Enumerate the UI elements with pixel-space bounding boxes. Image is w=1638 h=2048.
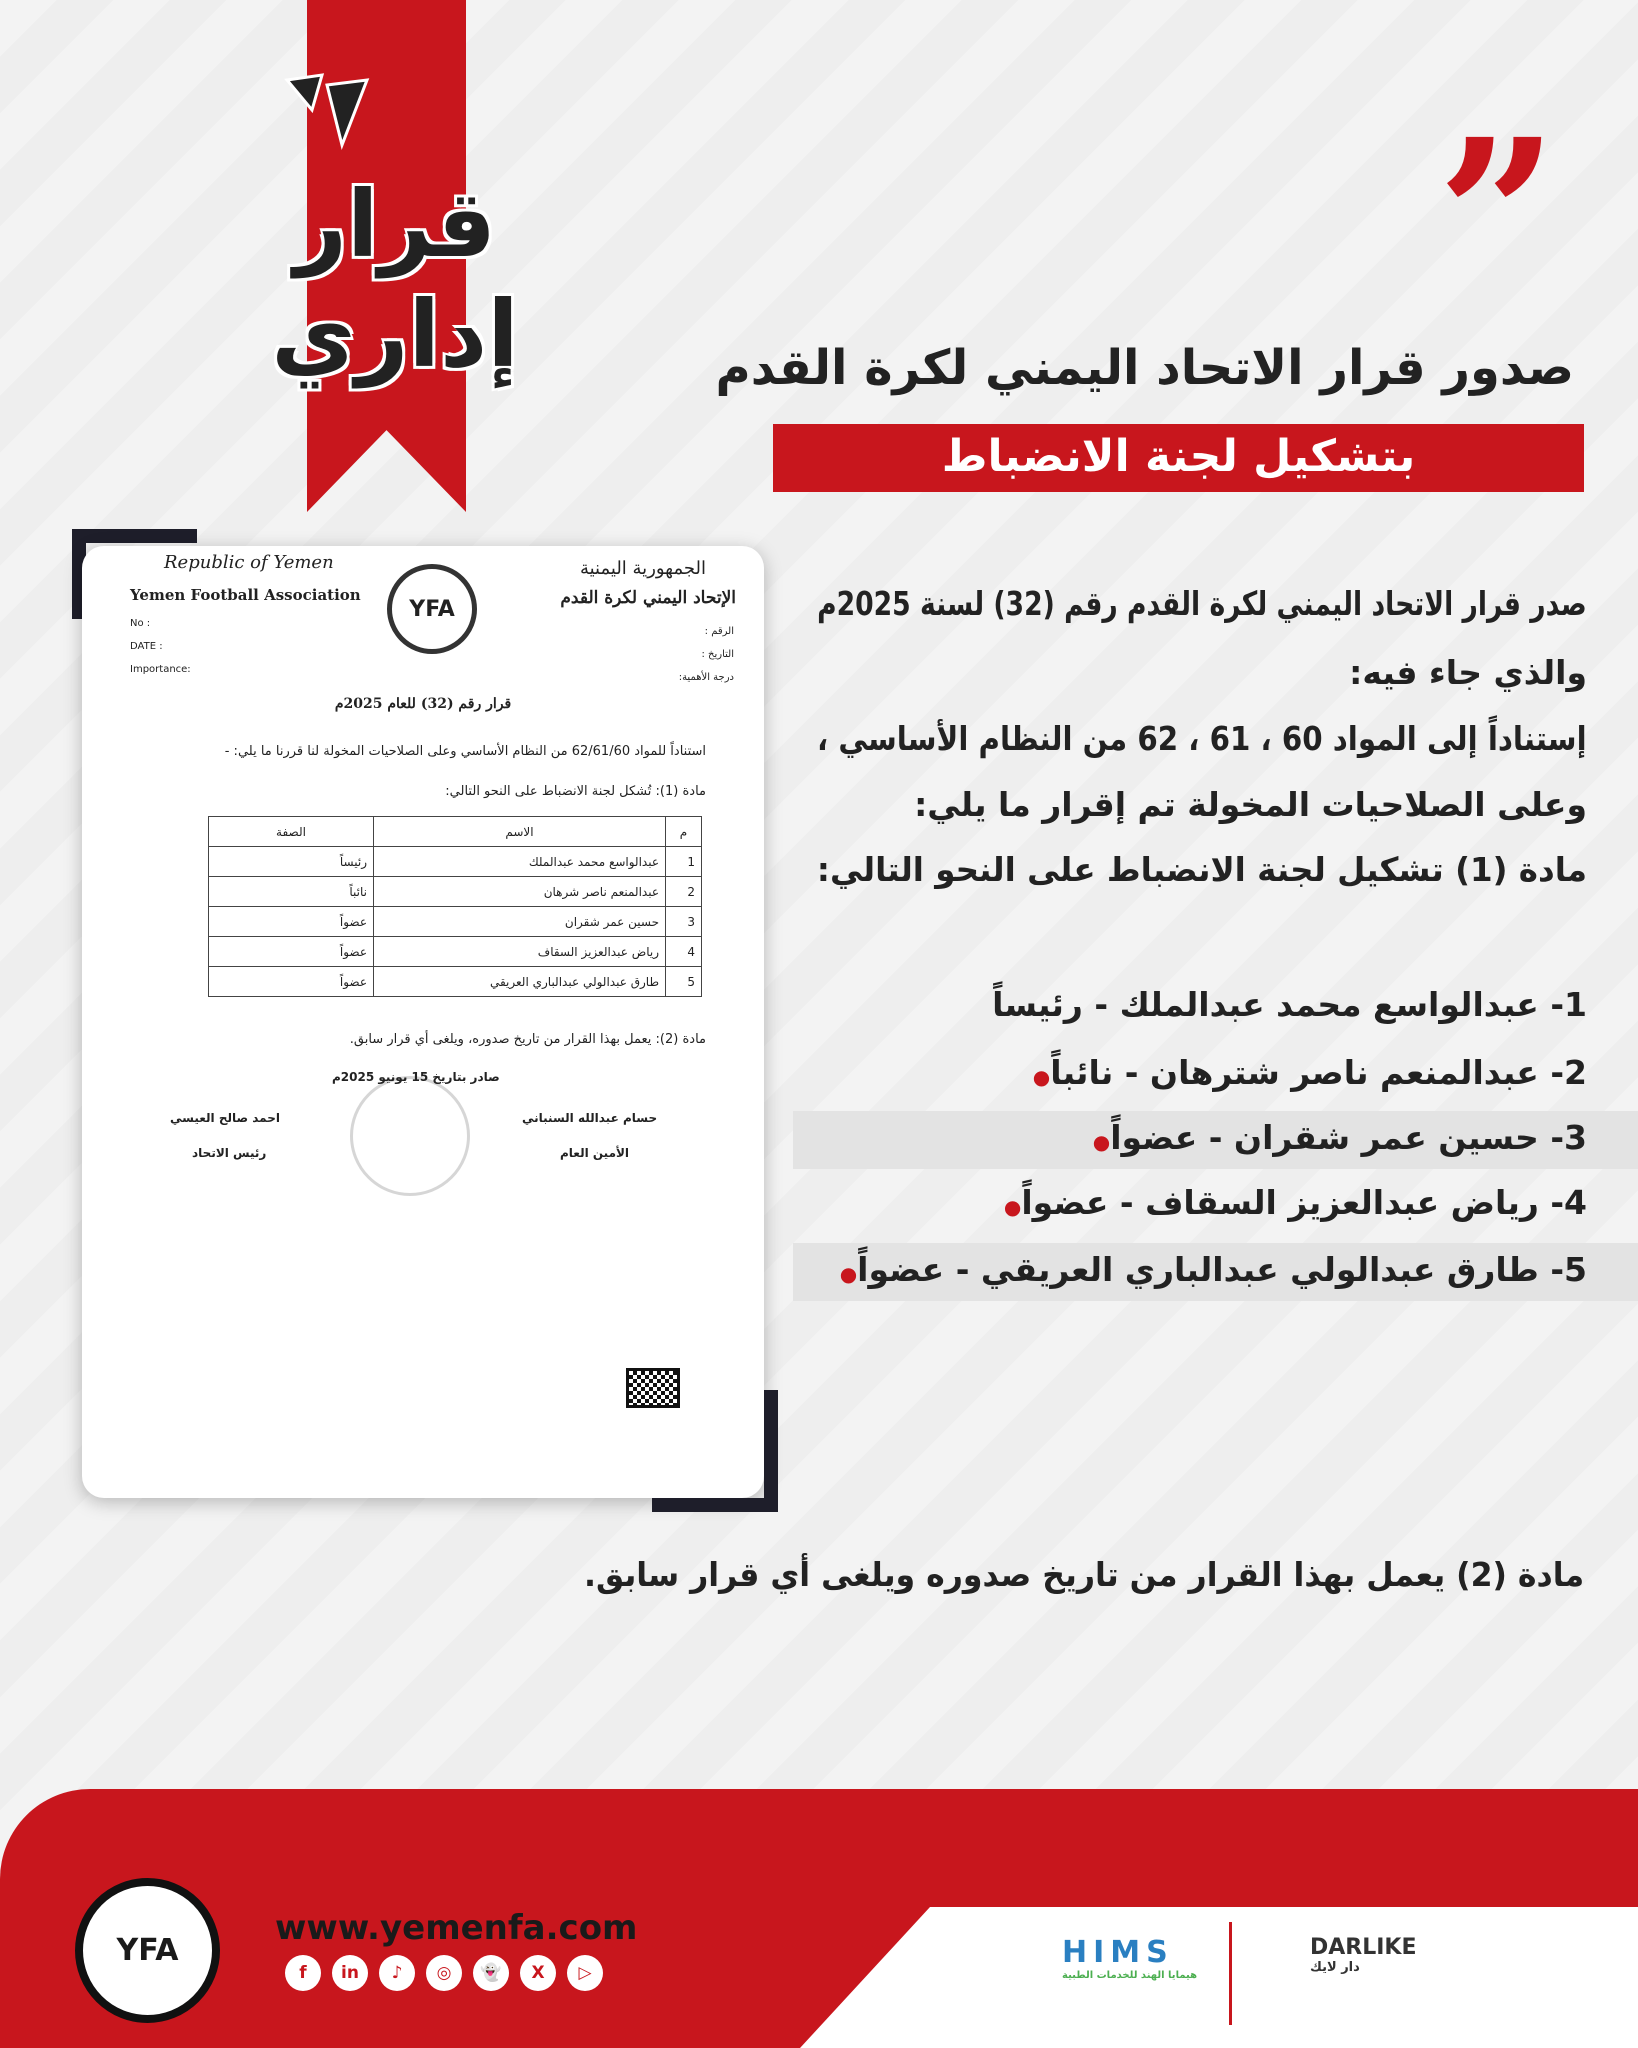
- title-badge: [250, 170, 540, 390]
- member-item: [832, 1250, 1587, 1289]
- body-line: مادة (1) تشكيل لجنة الانضباط على النحو التالي:: [816, 850, 1587, 889]
- bullet-icon: ●: [1003, 1195, 1022, 1219]
- bullet-icon: ●: [1032, 1065, 1051, 1089]
- sponsor2-sub: دار لايك: [1310, 1960, 1360, 1975]
- badge-line1: قرار: [294, 171, 496, 278]
- doc-ar-field: التاريخ :: [701, 649, 734, 660]
- doc-preamble: استناداً للمواد 62/61/60 من النظام الأساسي وعلى الصلاحيات المخولة لنا قررنا ما يلي: -: [224, 744, 706, 759]
- cell: طارق عبدالولي عبدالباري العريقي: [374, 967, 666, 997]
- cell: نائباً: [209, 877, 374, 907]
- sponsor1-name: HIMS: [1062, 1935, 1174, 1970]
- sponsor1-sub: هيمايا الهند للخدمات الطبية: [1062, 1970, 1198, 1981]
- snapchat-icon[interactable]: 👻: [473, 1955, 509, 1991]
- doc-article2: مادة (2): يعمل بهذا القرار من تاريخ صدوره، ويلغى أي قرار سابق.: [349, 1032, 706, 1047]
- yfa-logo: YFA: [387, 564, 477, 654]
- member-item: [1085, 1118, 1587, 1157]
- members-table: [208, 816, 702, 997]
- member-text: 5- طارق عبدالولي عبدالباري العريقي - عضواً: [857, 1250, 1587, 1289]
- table-row: [209, 967, 702, 997]
- body-line: إستناداً إلى المواد 60 ، 61 ، 62 من النظام الأساسي ،: [817, 719, 1587, 758]
- decision-document: [82, 546, 764, 1498]
- facebook-icon[interactable]: f: [285, 1955, 321, 1991]
- article2-text: مادة (2) يعمل بهذا القرار من تاريخ صدوره ويلغى أي قرار سابق.: [583, 1555, 1584, 1594]
- cell: 5: [666, 967, 702, 997]
- quote-icon: ”: [1437, 93, 1558, 340]
- social-links: [285, 1955, 603, 1991]
- body-line: والذي جاء فيه:: [1349, 653, 1587, 692]
- member-text: 2- عبدالمنعم ناصر شترهان - نائباً: [1050, 1053, 1587, 1092]
- cell: عضواً: [209, 967, 374, 997]
- stamp: [350, 1076, 470, 1196]
- instagram-icon[interactable]: ◎: [426, 1955, 462, 1991]
- website-link[interactable]: www.yemenfa.com: [275, 1908, 638, 1948]
- sponsor2-name: DARLIKE: [1310, 1935, 1417, 1960]
- doc-ar-field: درجة الأهمية:: [678, 672, 734, 683]
- sig-right-name: حسام عبدالله السنباني: [522, 1111, 658, 1125]
- linkedin-icon[interactable]: in: [332, 1955, 368, 1991]
- cell: عضواً: [209, 937, 374, 967]
- cell: عبدالمنعم ناصر شرهان: [374, 877, 666, 907]
- sig-right-title: الأمين العام: [560, 1146, 630, 1160]
- doc-en-field: No :: [130, 618, 151, 629]
- th-name: الاسم: [374, 817, 666, 847]
- cell: رياض عبدالعزيز السقاف: [374, 937, 666, 967]
- sig-left-title: رئيس الاتحاد: [192, 1146, 267, 1160]
- th-role: الصفة: [209, 817, 374, 847]
- doc-ar-field: الرقم :: [704, 626, 734, 637]
- subheadline: بتشكيل لجنة الانضباط: [773, 424, 1584, 492]
- th-number: م: [666, 817, 702, 847]
- hims-logo: [1012, 1935, 1202, 2015]
- darlike-logo: [1310, 1935, 1417, 1975]
- bullet-icon: ●: [839, 1262, 858, 1286]
- table-row: [209, 877, 702, 907]
- doc-en-field: DATE :: [130, 641, 163, 652]
- footer-yfa-logo: YFA: [75, 1878, 220, 2023]
- footer-sponsors-area: [800, 1907, 1638, 2048]
- x-icon[interactable]: X: [520, 1955, 556, 1991]
- doc-article1: مادة (1): تُشكل لجنة الانضباط على النحو التالي:: [445, 784, 706, 799]
- member-item: [992, 985, 1587, 1024]
- arrow-icon: [282, 70, 372, 150]
- headline: صدور قرار الاتحاد اليمني لكرة القدم: [715, 340, 1574, 396]
- corner-bracket: [652, 1390, 778, 1512]
- doc-en-org: Yemen Football Association: [130, 586, 361, 604]
- member-text: 1- عبدالواسع محمد عبدالملك - رئيساً: [992, 985, 1587, 1024]
- doc-ar-org: الإتحاد اليمني لكرة القدم: [560, 588, 736, 608]
- doc-en-field: Importance:: [130, 664, 191, 675]
- doc-issued-date: صادر بتاريخ 15 يونيو 2025م: [332, 1070, 500, 1084]
- cell: رئيساً: [209, 847, 374, 877]
- cell: 4: [666, 937, 702, 967]
- cell: حسين عمر شقران: [374, 907, 666, 937]
- cell: عضواً: [209, 907, 374, 937]
- body-line: صدر قرار الاتحاد اليمني لكرة القدم رقم (32) لسنة 2025م: [817, 584, 1587, 623]
- divider: [1229, 1922, 1232, 2025]
- cell: عبدالواسع محمد عبدالملك: [374, 847, 666, 877]
- doc-ar-title: الجمهورية اليمنية: [579, 558, 706, 579]
- badge-line2: إداري: [271, 281, 519, 388]
- member-text: 3- حسين عمر شقران - عضواً: [1110, 1118, 1587, 1157]
- member-item: [996, 1183, 1587, 1222]
- member-item: [1025, 1053, 1587, 1092]
- body-line: وعلى الصلاحيات المخولة تم إقرار ما يلي:: [914, 785, 1587, 824]
- cell: 1: [666, 847, 702, 877]
- member-text: 4- رياض عبدالعزيز السقاف - عضواً: [1021, 1183, 1587, 1222]
- table-row: [209, 907, 702, 937]
- doc-en-title: Republic of Yemen: [164, 552, 334, 573]
- bullet-icon: ●: [1092, 1130, 1111, 1154]
- tiktok-icon[interactable]: ♪: [379, 1955, 415, 1991]
- sig-left-name: احمد صالح العيسي: [170, 1111, 280, 1125]
- cell: 3: [666, 907, 702, 937]
- table-row: [209, 847, 702, 877]
- youtube-icon[interactable]: ▷: [567, 1955, 603, 1991]
- doc-decision-title: قرار رقم (32) للعام 2025م: [334, 696, 512, 712]
- cell: 2: [666, 877, 702, 907]
- table-row: [209, 937, 702, 967]
